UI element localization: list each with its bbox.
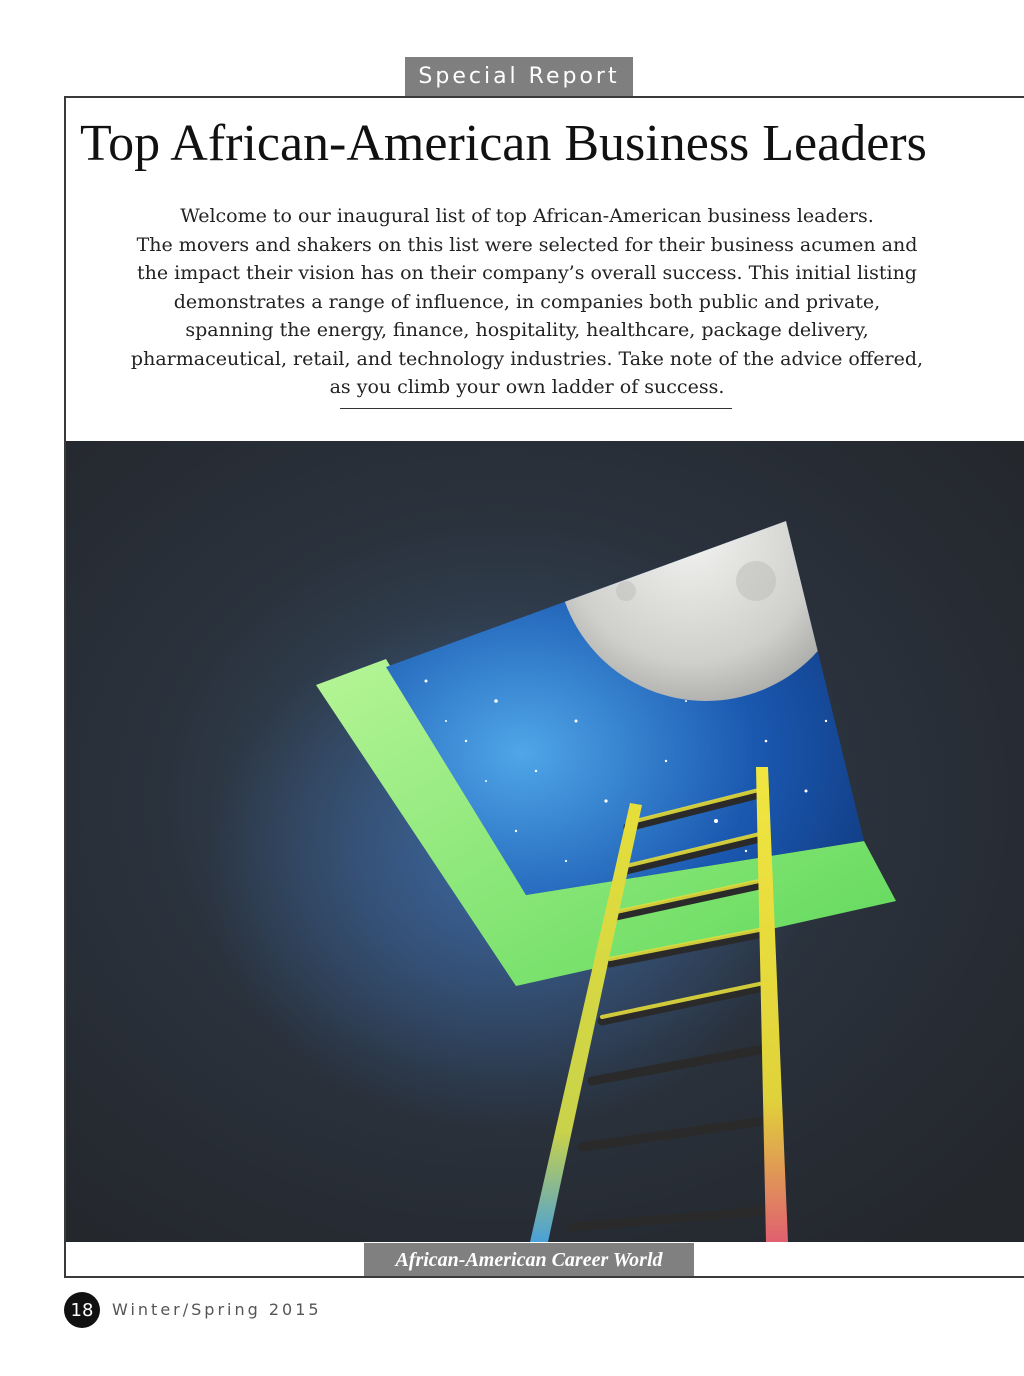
article-headline: Top African-American Business Leaders <box>80 115 927 172</box>
intro-line: pharmaceutical, retail, and technology industries. Take note of the advice offered, <box>130 347 924 370</box>
intro-paragraph <box>102 202 952 402</box>
issue-label: Winter/Spring 2015 <box>112 1300 322 1319</box>
intro-line: demonstrates a range of influence, in companies both public and private, <box>173 290 881 313</box>
intro-line: the impact their vision has on their company’s overall success. This initial listing <box>137 262 917 284</box>
hero-illustration <box>66 441 1024 1242</box>
intro-line: as you climb your own ladder of success. <box>329 376 725 398</box>
caption-banner: African-American Career World <box>364 1243 694 1278</box>
ladder-skylight-image <box>66 441 1024 1242</box>
intro-divider <box>340 408 732 409</box>
intro-line: The movers and shakers on this list were selected for their business acumen and <box>136 233 918 256</box>
intro-line: Welcome to our inaugural list of top African-American business leaders. <box>180 205 874 227</box>
section-tab: Special Report <box>405 57 633 96</box>
article-frame <box>64 96 1024 1278</box>
intro-line: spanning the energy, finance, hospitality, healthcare, package delivery, <box>185 319 869 341</box>
page-number-badge: 18 <box>64 1292 100 1328</box>
